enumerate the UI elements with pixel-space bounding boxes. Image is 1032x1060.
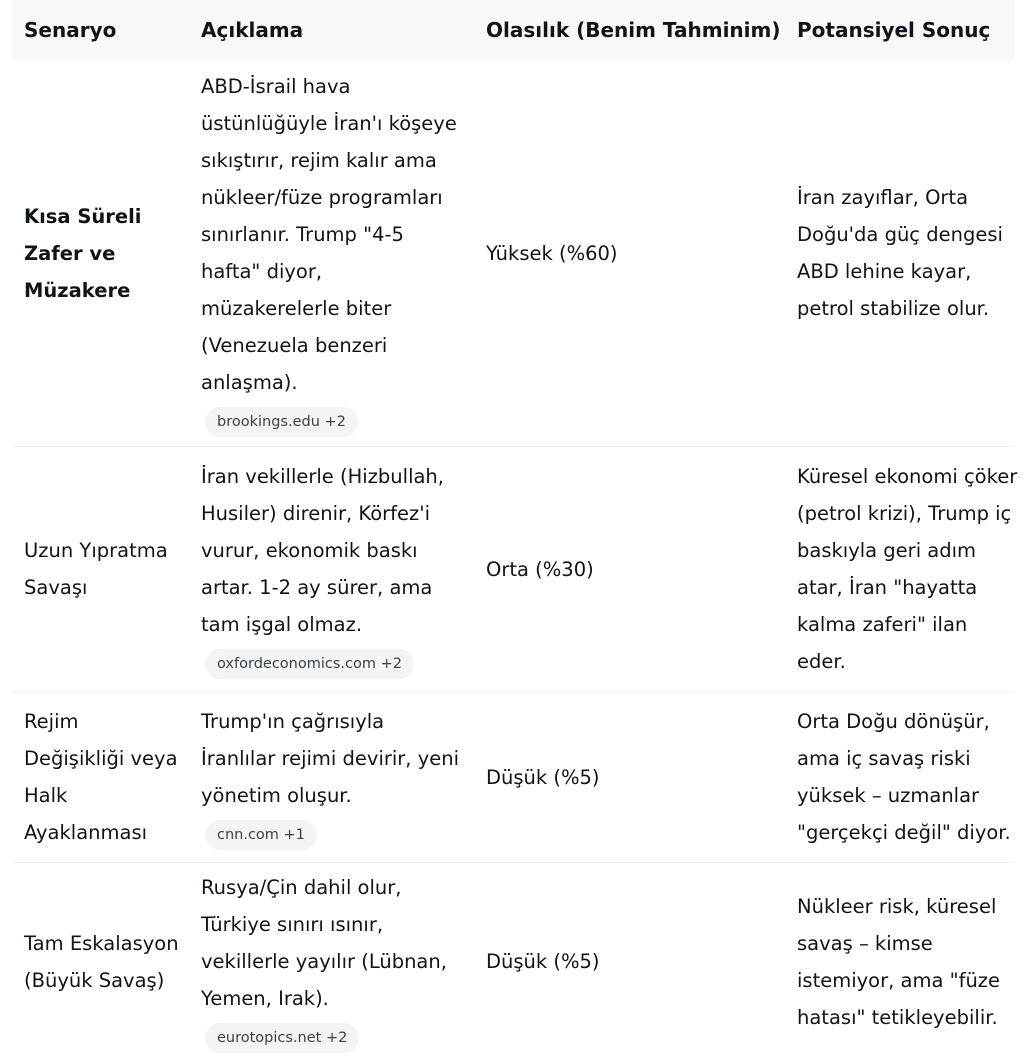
table-row [12, 692, 1014, 863]
probability-cell: Düşük (%5) [486, 765, 600, 789]
description-cell: Rusya/Çin dahil olur, Türkiye sınırı ısınır, vekillerle yayılır (Lübnan, Yemen, Irak). [201, 876, 447, 1010]
description-cell: İran vekillerle (Hizbullah, Husiler) direnir, Körfez'i vurur, ekonomik baskı artar. 1-2 ay sürer, ama tam işgal olmaz. [201, 465, 444, 636]
outcome-cell: Orta Doğu dönüşür, ama iç savaş riski yüksek – uzmanlar "gerçekçi değil" diyor. [797, 710, 1011, 844]
header-description: Açıklama [201, 18, 304, 42]
source-chip[interactable]: cnn.com +1 [205, 820, 317, 850]
table-row [12, 447, 1018, 692]
source-chip[interactable]: eurotopics.net +2 [205, 1023, 359, 1053]
scenario-cell: Rejim Değişikliği veya Halk Ayaklanması [24, 710, 178, 844]
scenario-cell: Uzun Yıpratma Savaşı [24, 539, 168, 599]
probability-cell: Yüksek (%60) [486, 241, 618, 265]
probability-cell: Orta (%30) [486, 557, 594, 581]
source-chip[interactable]: brookings.edu +2 [205, 407, 358, 437]
header-scenario: Senaryo [24, 18, 117, 42]
outcome-cell: Küresel ekonomi çöker (petrol krizi), Trump iç baskıyla geri adım atar, İran "hayatta kalma zaferi" ilan eder. [797, 465, 1018, 673]
description-cell: ABD-İsrail hava üstünlüğüyle İran'ı köşeye sıkıştırır, rejim kalır ama nükleer/füze programları sınırlanır. Trump "4-5 hafta" diyor, müzakerelerle biter (Venezuela benzeri anlaşma). [201, 75, 457, 394]
header-outcome: Potansiyel Sonuç [797, 18, 991, 42]
description-cell: Trump'ın çağrısıyla İranlılar rejimi devirir, yeni yönetim oluşur. [201, 710, 460, 807]
header-probability: Olasılık (Benim Tahminim) [486, 18, 781, 42]
probability-cell: Düşük (%5) [486, 950, 600, 973]
source-chip[interactable]: oxfordeconomics.com +2 [205, 649, 414, 679]
scenario-cell: Kısa Süreli Zafer ve Müzakere [24, 204, 142, 302]
outcome-cell: İran zayıflar, Orta Doğu'da güç dengesi ABD lehine kayar, petrol stabilize olur. [797, 186, 1003, 320]
table-row [12, 60, 1014, 447]
outcome-cell: Nükleer risk, küresel savaş – kimse istemiyor, ama "füze hatası" tetikleyebilir. [797, 894, 1001, 1029]
table-row [12, 863, 1014, 1060]
scenario-cell: Tam Eskalasyon (Büyük Savaş) [24, 931, 179, 992]
